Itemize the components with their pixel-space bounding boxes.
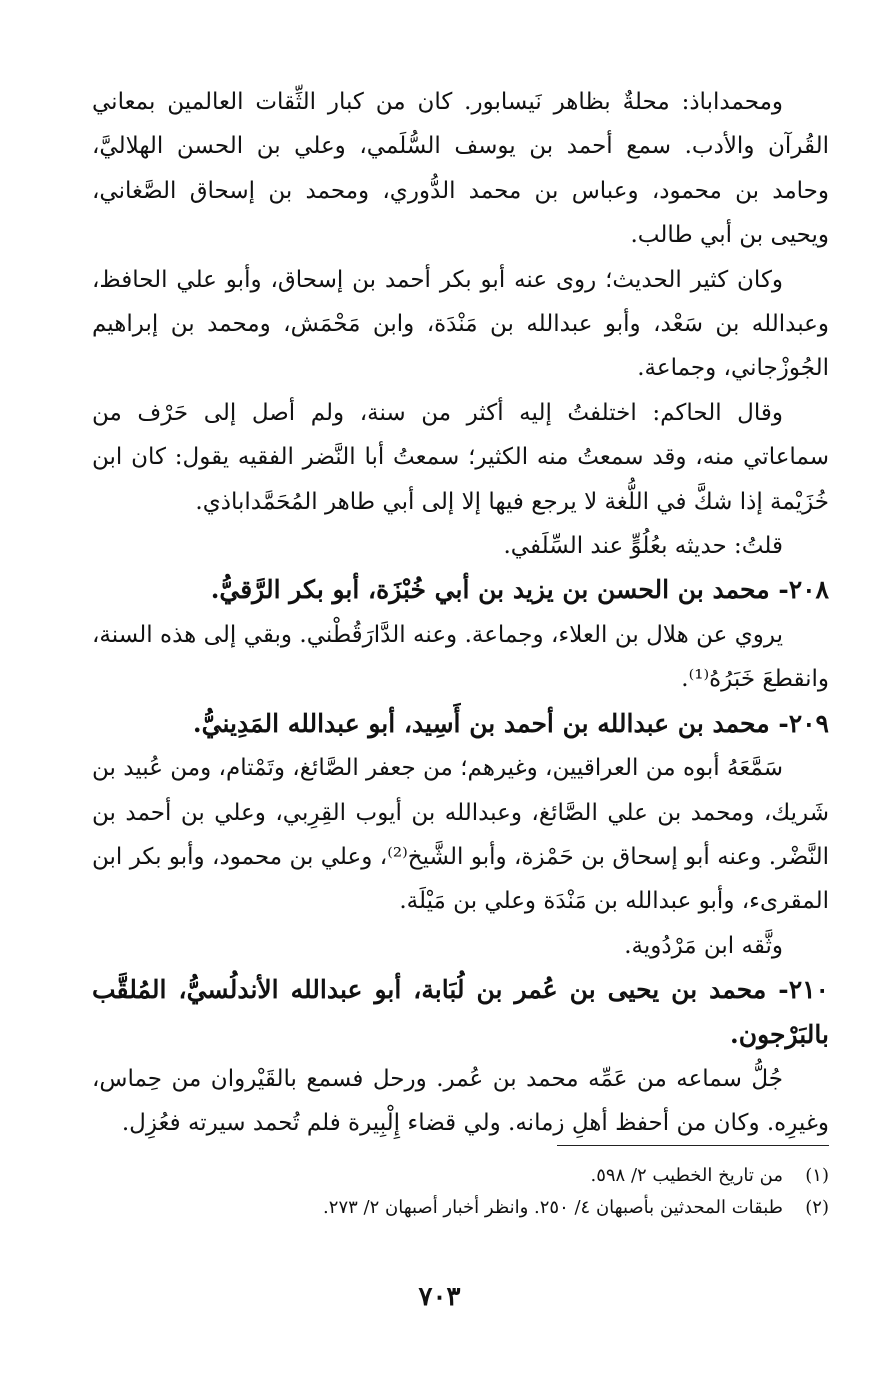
entry-title: محمد بن يحيى بن عُمر بن لُبَابة، أبو عبدالله الأندلُسيُّ، المُلقَّب بالبَرْجون. [92, 975, 829, 1049]
footnote-divider [557, 1145, 829, 1146]
paragraph: ومحمداباذ: محلةٌ بظاهر نَيسابور. كان من كبار الثِّقات العالمين بمعاني القُرآن والأدب. سمع أحمد بن يوسف السُّلَمي، وعلي بن الحسن الهلاليَّ، وحامد بن محمود، وعباس بن محمد الدُّوري، ومحمد بن إسحاق الصَّغاني، ويحيى بن أبي طالب. [92, 89, 829, 249]
entry-heading-208 [92, 568, 829, 612]
footnote-number: (١) [805, 1165, 829, 1186]
entry-title: محمد بن عبدالله بن أحمد بن أَسِيد، أبو عبدالله المَدِينيُّ. [192, 708, 770, 738]
entry-heading-210 [92, 968, 829, 1057]
footnote-text: طبقات المحدثين بأصبهان ٤/ ٢٥٠. وانظر أخبار أصبهان ٢/ ٢٧٣. [323, 1197, 783, 1218]
paragraph: سَمَّعَهُ أبوه من العراقيين، وغيرهم؛ من جعفر الصَّائغ، وتَمْتام، ومن عُبيد بن شَريك، ومحمد بن علي الصَّائغ، وعبدالله بن أيوب القِرِبي، وعلي بن أحمد بن النَّضْر. وعنه أبو إسحاق بن حَمْزة، وأبو الشَّيخ⁽²⁾، وعلي بن محمود، وأبو بكر ابن المقرىء، وأبو عبدالله بن مَنْدَة وعلي بن مَيْلَة. [92, 755, 829, 915]
paragraph: جُلُّ سماعه من عَمِّه محمد بن عُمر. ورحل فسمع بالقَيْروان من حِماس، وغيرِه. وكان من أحفظ أهلِ زمانه. ولي قضاء إِلْبِيرة فلم تُحمد سيرته فعُزِل. [92, 1065, 829, 1137]
entry-number: ٢١٠- [778, 975, 829, 1005]
footnote-2 [92, 1192, 829, 1224]
footnote-number: (٢) [805, 1197, 829, 1218]
paragraph: وثَّقه ابن مَرْدُوية. [624, 932, 783, 959]
entry-number: ٢٠٨- [778, 575, 829, 605]
entry-title: محمد بن الحسن بن يزيد بن أبي خُبْزَة، أبو بكر الرَّقيُّ. [210, 575, 770, 605]
footnotes [92, 1160, 829, 1224]
main-text [92, 80, 829, 1146]
paragraph: قلتُ: حديثه بعُلُوٍّ عند السِّلَفي. [503, 533, 783, 560]
entry-heading-209 [92, 702, 829, 746]
entry-number: ٢٠٩- [778, 708, 829, 738]
paragraph: وكان كثير الحديث؛ روى عنه أبو بكر أحمد بن إسحاق، وأبو علي الحافظ، وعبدالله بن سَعْد، وأبو عبدالله بن مَنْدَة، وابن مَحْمَش، ومحمد بن إبراهيم الجُوزْجاني، وجماعة. [92, 266, 829, 382]
paragraph: وقال الحاكم: اختلفتُ إليه أكثر من سنة، ولم أصل إلى حَرْف من سماعاتي منه، وقد سمعتُ منه الكثير؛ سمعتُ أبا النَّضر الفقيه يقول: كان ابن خُزَيْمة إذا شكَّ في اللُّغة لا يرجع فيها إلا إلى أبي طاهر المُحَمَّداباذي. [92, 399, 829, 515]
footnote-1 [92, 1160, 829, 1192]
paragraph: يروي عن هلال بن العلاء، وجماعة. وعنه الدَّارَقُطْني. وبقي إلى هذه السنة، وانقطعَ خَبَرُهُ⁽¹⁾. [92, 621, 829, 693]
page-number: ٧٠٣ [418, 1282, 461, 1312]
footnote-text: من تاريخ الخطيب ٢/ ٥٩٨. [590, 1165, 783, 1186]
